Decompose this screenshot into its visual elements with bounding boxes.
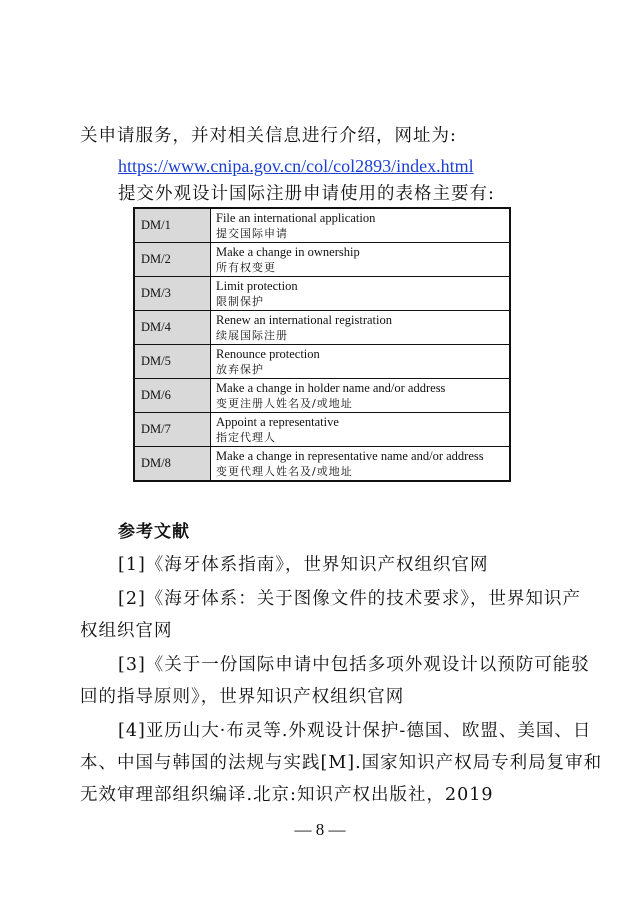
form-name-english: Make a change in representative name and/or address <box>216 448 484 463</box>
form-name-chinese: 放弃保护 <box>216 362 264 376</box>
reference-3-line-1: [3]《关于一份国际申请中包括多项外观设计以预防可能驳 <box>118 655 590 675</box>
form-name-chinese: 所有权变更 <box>216 260 276 274</box>
form-row <box>134 345 510 379</box>
form-code: DM/4 <box>134 311 211 345</box>
form-row <box>134 243 510 277</box>
form-description <box>211 379 511 413</box>
forms-table <box>133 207 511 482</box>
forms-intro-text: 提交外观设计国际注册申请使用的表格主要有: <box>118 184 495 204</box>
form-name-chinese: 变更注册人姓名及/或地址 <box>216 396 353 410</box>
reference-4-line-1: [4]亚历山大·布灵等.外观设计保护-德国、欧盟、美国、日 <box>118 721 592 741</box>
form-code: DM/2 <box>134 243 211 277</box>
page-number: — 8 — <box>294 820 346 839</box>
form-description <box>211 413 511 447</box>
form-description <box>211 345 511 379</box>
form-name-chinese: 指定代理人 <box>216 430 276 444</box>
reference-4-line-3: 无效审理部组织编译.北京:知识产权出版社，2019 <box>80 785 494 805</box>
form-name-chinese: 变更代理人姓名及/或地址 <box>216 464 353 478</box>
intro-text: 关申请服务，并对相关信息进行介绍，网址为: <box>80 126 457 146</box>
references-heading: 参考文献 <box>118 522 190 542</box>
form-code: DM/3 <box>134 277 211 311</box>
form-code: DM/5 <box>134 345 211 379</box>
form-row <box>134 379 510 413</box>
form-row <box>134 413 510 447</box>
form-row <box>134 208 510 243</box>
form-code: DM/6 <box>134 379 211 413</box>
form-description <box>211 208 511 243</box>
form-description <box>211 243 511 277</box>
form-name-chinese: 续展国际注册 <box>216 328 288 342</box>
form-name-chinese: 限制保护 <box>216 294 264 308</box>
form-name-chinese: 提交国际申请 <box>216 226 288 240</box>
form-description <box>211 447 511 482</box>
form-description <box>211 311 511 345</box>
reference-2-line-2: 权组织官网 <box>80 621 173 641</box>
cnipa-url-link[interactable] <box>118 153 560 180</box>
form-name-english: Appoint a representative <box>216 414 339 429</box>
reference-1: [1]《海牙体系指南》，世界知识产权组织官网 <box>118 555 489 575</box>
form-name-english: Make a change in ownership <box>216 244 360 259</box>
form-row <box>134 277 510 311</box>
forms-table-body <box>134 208 510 481</box>
reference-3-line-2: 回的指导原则》，世界知识产权组织官网 <box>80 687 405 707</box>
form-code: DM/1 <box>134 208 211 243</box>
form-name-english: Renounce protection <box>216 346 320 361</box>
url-text[interactable]: https://www.cnipa.gov.cn/col/col2893/index.html <box>118 156 474 176</box>
form-description <box>211 277 511 311</box>
form-name-english: File an international application <box>216 210 376 225</box>
form-name-english: Make a change in holder name and/or address <box>216 380 446 395</box>
form-row <box>134 447 510 482</box>
reference-2-line-1: [2]《海牙体系：关于图像文件的技术要求》，世界知识产 <box>118 589 582 609</box>
form-name-english: Limit protection <box>216 278 298 293</box>
form-code: DM/8 <box>134 447 211 482</box>
form-row <box>134 311 510 345</box>
reference-4-line-2: 本、中国与韩国的法规与实践[M].国家知识产权局专利局复审和 <box>80 753 603 773</box>
form-name-english: Renew an international registration <box>216 312 392 327</box>
form-code: DM/7 <box>134 413 211 447</box>
